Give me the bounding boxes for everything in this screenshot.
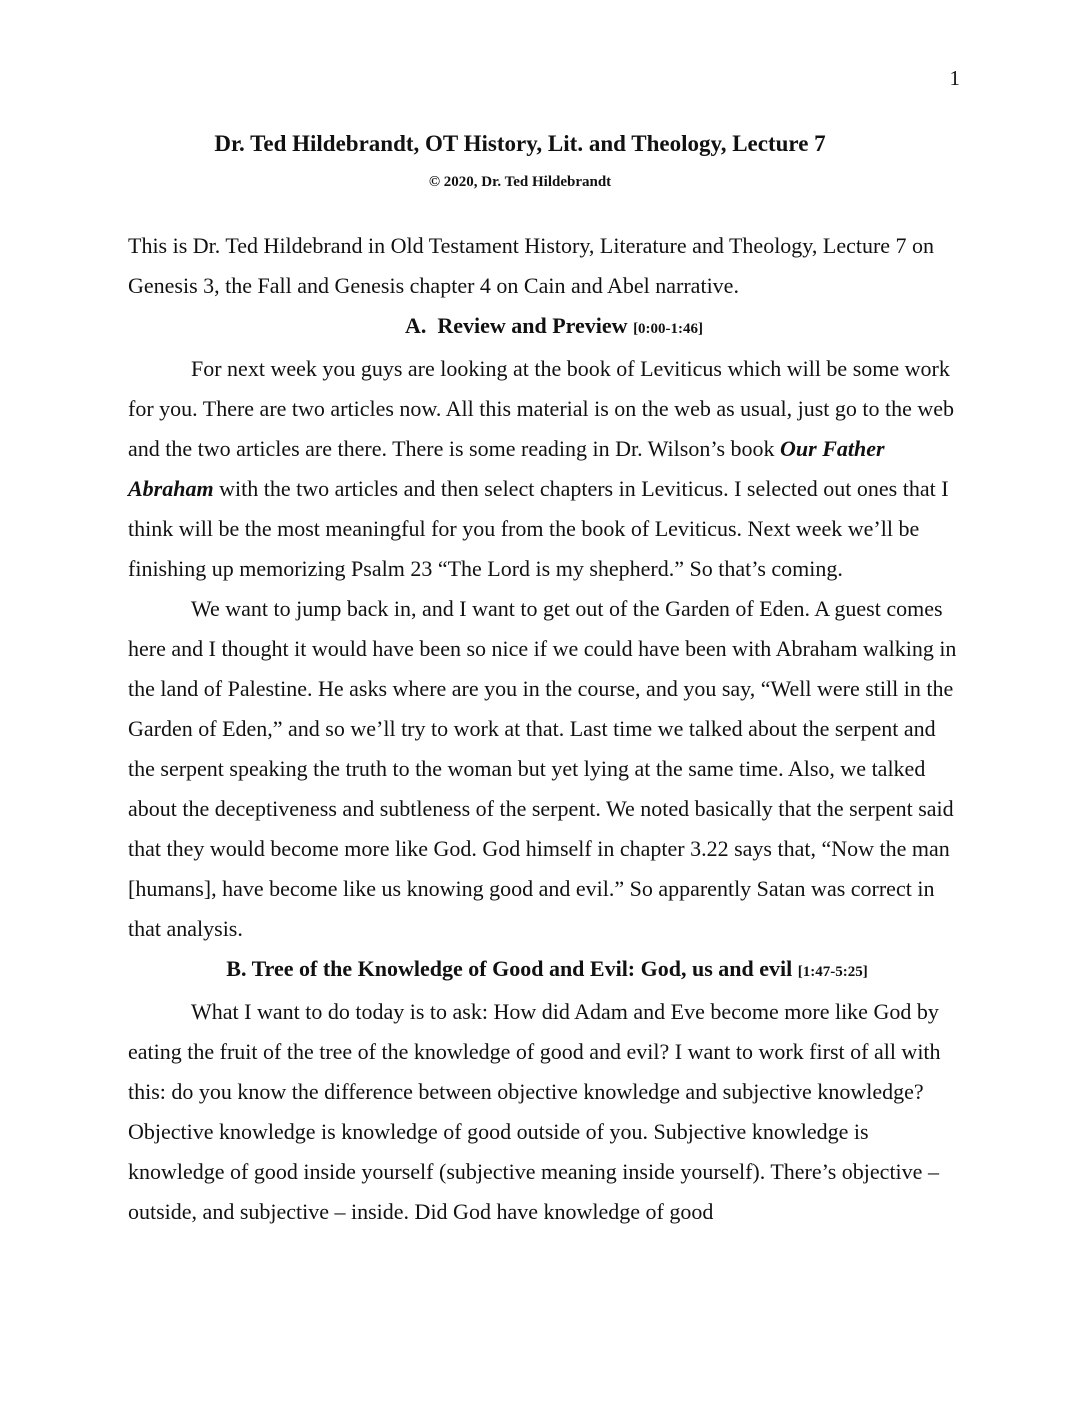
paragraph-text: For next week you guys are looking at the book of Leviticus which will be some work for you. There are two articles now. All this material is on the web as usual, just go to the web and the two articles are there. There is some reading in Dr. Wilson’s book [128,356,955,461]
section-a-paragraph-1 [128,349,960,589]
section-a-heading [128,306,960,349]
section-a-timestamp: [0:00-1:46] [633,321,704,337]
section-a-paragraph-2: We want to jump back in, and I want to get out of the Garden of Eden. A guest comes here and I thought it would have been so nice if we could have been with Abraham walking in the land of Palestine. He asks where are you in the course, and you say, “Well were still in the Garden of Eden,” and so we’ll try to work at that. Last time we talked about the serpent and the serpent speaking the truth to the woman but yet lying at the same time. Also, we talked about the deceptiveness and subtleness of the serpent. We noted basically that the serpent said that they would become more like God. God himself in chapter 3.22 says that, “Now the man [humans], have become like us knowing good and evil.” So apparently Satan was correct in that analysis. [128,596,957,941]
section-b-heading [128,949,960,992]
document-title: Dr. Ted Hildebrandt, OT History, Lit. and Theology, Lecture 7 [214,131,826,156]
page-number: 1 [949,66,960,90]
section-b-paragraph-1: What I want to do today is to ask: How did Adam and Eve become more like God by eating the fruit of the tree of the knowledge of good and evil? I want to work first of all with this: do you know the difference between objective knowledge and subjective knowledge? Objective knowledge is knowledge of good outside of you. Subjective knowledge is knowledge of good inside yourself (subjective meaning inside yourself). There’s objective – outside, and subjective – inside. Did God have knowledge of good [128,999,941,1224]
intro-paragraph: This is Dr. Ted Hildebrand in Old Testament History, Literature and Theology, Lecture 7 on Genesis 3, the Fall and Genesis chapter 4 on Cain and Abel narrative. [128,233,935,298]
copyright-line: © 2020, Dr. Ted Hildebrandt [428,174,612,190]
section-b-title: Tree of the Knowledge of Good and Evil: God, us and evil [251,956,793,981]
section-b-timestamp: [1:47-5:25] [797,964,868,980]
book-title: Our Father Abraham [128,436,885,501]
section-a-title: Review and Preview [437,313,628,338]
document-body [128,226,960,1232]
paragraph-text: with the two articles and then select chapters in Leviticus. I selected out ones that I think will be the most meaningful for you from the book of Leviticus. Next week we’ll be finishing up memorizing Psalm 23 “The Lord is my shepherd.” So that’s coming. [128,476,949,581]
section-a-label: A. [404,313,427,338]
section-b-label: B. [226,956,247,981]
